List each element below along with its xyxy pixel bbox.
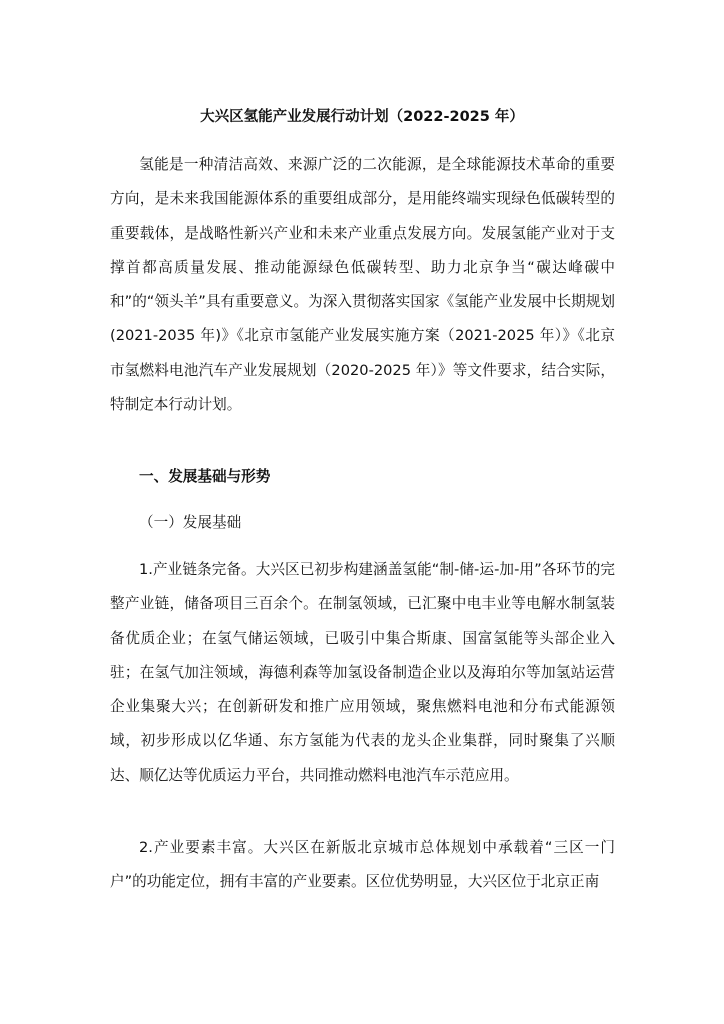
document-title: 大兴区氢能产业发展行动计划（2022-2025 年）: [200, 109, 524, 125]
item1-paragraph: [110, 553, 615, 793]
intro-paragraph: [110, 148, 615, 422]
item1-text: 大兴区已初步构建涵盖氢能“制-储-运-加-用”各环节的完整产业链，储备项目三百余个。在制氢领域，已汇聚中电丰业等电解水制氢装备优质企业；在氢气储运领域，已吸引中集合斯康、国富氢能等头部企业入驻；在氢气加注领域，海德利森等加氢设备制造企业以及海珀尔等加氢站运营企业集聚大兴；在创新研发和推广应用领域，聚焦燃料电池和分布式能源领域，初步形成以亿华通、东方氢能为代表的龙头企业集群，同时聚集了兴顺达、顺亿达等优质运力平台，共同推动燃料电池汽车示范应用。: [110, 561, 616, 784]
item1-lead: 1.产业链条完备。: [139, 561, 256, 578]
subsection-heading-basis: （一）发展基础: [139, 514, 242, 531]
item2-paragraph: [110, 831, 615, 900]
item2-text: 大兴区在新版北京城市总体规划中承载着“三区一门户”的功能定位，拥有丰富的产业要素。区位优势明显，大兴区位于北京正南: [110, 839, 615, 891]
intro-text: 氢能是一种清洁高效、来源广泛的二次能源，是全球能源技术革命的重要方向，是未来我国能源体系的重要组成部分，是用能终端实现绿色低碳转型的重要载体，是战略性新兴产业和未来产业重点发展方向。发展氢能产业对于支撑首都高质量发展、推动能源绿色低碳转型、助力北京争当“碳达峰碳中和”的“领头羊”具有重要意义。为深入贯彻落实国家《氢能产业发展中长期规划(2021-2035 年)》《北京市氢能产业发展实施方案（2021-2025 年）》《北京市氢燃料电池汽车产业发展规划（2020-2025 年）》等文件要求，结合实际，特制定本行动计划。: [110, 156, 615, 414]
item2-lead: 2.产业要素丰富。: [139, 839, 264, 856]
section-heading-development-basis: 一、发展基础与形势: [139, 468, 271, 485]
